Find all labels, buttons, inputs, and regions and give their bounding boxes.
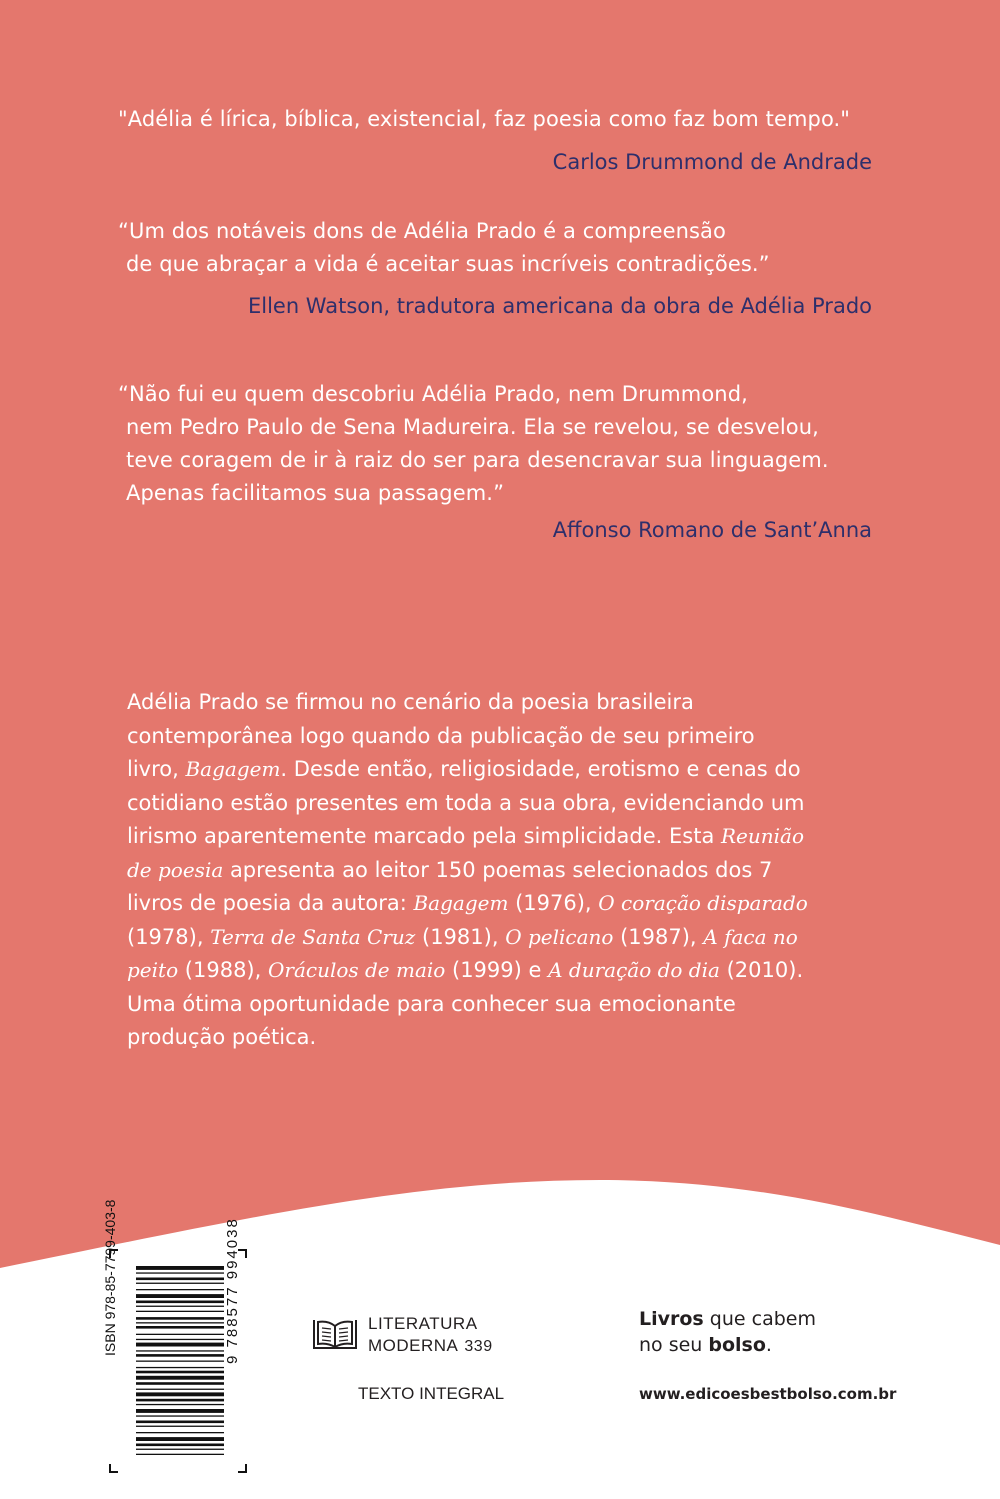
barcode-bar [136, 1367, 224, 1368]
barcode-bar [136, 1306, 224, 1307]
quote-line: “Um dos notáveis dons de Adélia Prado é a compreensão [118, 219, 726, 243]
barcode-bar [136, 1399, 224, 1402]
barcode-bar [136, 1326, 224, 1329]
slogan-line-2: no seu bolso. [639, 1334, 772, 1356]
synopsis-line: (1978), Terra de Santa Cruz (1981), O pelicano (1987), A faca no [127, 924, 798, 949]
quote-author-romano: Affonso Romano de Sant’Anna [552, 518, 872, 542]
quote-author-watson: Ellen Watson, tradutora americana da obra de Adélia Prado [247, 294, 872, 318]
synopsis [127, 686, 887, 1055]
barcode-bar [136, 1415, 224, 1416]
collection-name [368, 1313, 493, 1358]
synopsis-line: peito (1988), Oráculos de maio (1999) e A duração do dia (2010). [127, 958, 804, 982]
barcode-bar [136, 1350, 224, 1351]
publisher-url[interactable]: www.edicoesbestbolso.com.br [639, 1385, 897, 1403]
barcode-bar [136, 1272, 224, 1273]
barcode-bar [136, 1354, 224, 1357]
quote-romano [118, 378, 829, 510]
barcode-bar [136, 1294, 224, 1298]
quote-author-drummond: Carlos Drummond de Andrade [552, 150, 872, 174]
quote-drummond [118, 103, 850, 136]
collection-number: 339 [464, 1338, 493, 1355]
synopsis-line: Uma ótima oportunidade para conhecer sua emocionante [127, 991, 736, 1016]
barcode-bar [136, 1421, 224, 1424]
barcode-bar [136, 1389, 224, 1390]
barcode-bar [136, 1343, 224, 1347]
collection-line-1: LITERATURA [368, 1314, 478, 1333]
barcode-bar [136, 1334, 224, 1335]
barcode-bar [136, 1444, 224, 1447]
barcode-bar [136, 1409, 224, 1413]
synopsis-line: Adélia Prado se firmou no cenário da poesia brasileira [127, 690, 694, 714]
barcode-bar [136, 1339, 224, 1340]
slogan-line-1: Livros que cabem [639, 1308, 816, 1330]
quote-line: teve coragem de ir à raiz do ser para desencravar sua linguagem. [126, 448, 829, 472]
barcode-bar [136, 1404, 224, 1405]
synopsis-line: lirismo aparentemente marcado pela simplicidade. Esta Reunião [127, 824, 805, 848]
barcode-bar [136, 1437, 224, 1441]
synopsis-line: livros de poesia da autora: Bagagem (1976), O coração disparado [127, 891, 808, 915]
isbn-label: ISBN 978-85-7799-403-8 [102, 1199, 118, 1356]
barcode-bar [136, 1371, 224, 1374]
barcode-bar [136, 1426, 224, 1427]
synopsis-line: livro, Bagagem. Desde então, religiosidade, erotismo e cenas do [127, 757, 801, 781]
barcode-bar [136, 1301, 224, 1304]
synopsis-line: cotidiano estão presentes em toda a sua obra, evidenciando um [127, 790, 805, 815]
quote-watson [118, 215, 770, 281]
barcode-bar [136, 1361, 224, 1362]
barcode-bar [136, 1317, 224, 1320]
barcode-bar [136, 1392, 224, 1396]
barcode-bar [136, 1454, 224, 1455]
barcode-bar [136, 1432, 224, 1433]
quote-line: Apenas facilitamos sua passagem.” [126, 481, 505, 505]
isbn-digits: 9 788577 994038 [224, 1217, 241, 1364]
barcode-bar [136, 1266, 224, 1270]
texto-integral: TEXTO INTEGRAL [358, 1384, 505, 1403]
open-book-icon [312, 1318, 358, 1352]
barcode-bar [136, 1278, 224, 1281]
publisher-slogan [639, 1306, 816, 1358]
barcode-bar [136, 1449, 224, 1450]
barcode-bar [136, 1382, 224, 1385]
quote-line: nem Pedro Paulo de Sena Madureira. Ela se revelou, se desvelou, [126, 415, 819, 439]
barcode-bar [136, 1376, 224, 1380]
synopsis-line: contemporânea logo quando da publicação de seu primeiro [127, 723, 755, 748]
quote-line: “Não fui eu quem descobriu Adélia Prado, nem Drummond, [118, 382, 748, 406]
barcode-bar [136, 1283, 224, 1284]
barcode-bar [136, 1311, 224, 1312]
synopsis-line: de poesia apresenta ao leitor 150 poemas selecionados dos 7 [127, 857, 773, 882]
barcode-bar [136, 1322, 224, 1323]
synopsis-line: produção poética. [127, 1025, 317, 1049]
quote-line: "Adélia é lírica, bíblica, existencial, faz poesia como faz bom tempo." [118, 107, 851, 131]
barcode-bar [136, 1289, 224, 1290]
collection-line-2: MODERNA 339 [368, 1336, 493, 1355]
quote-line: de que abraçar a vida é aceitar suas incríveis contradições.” [126, 252, 770, 276]
